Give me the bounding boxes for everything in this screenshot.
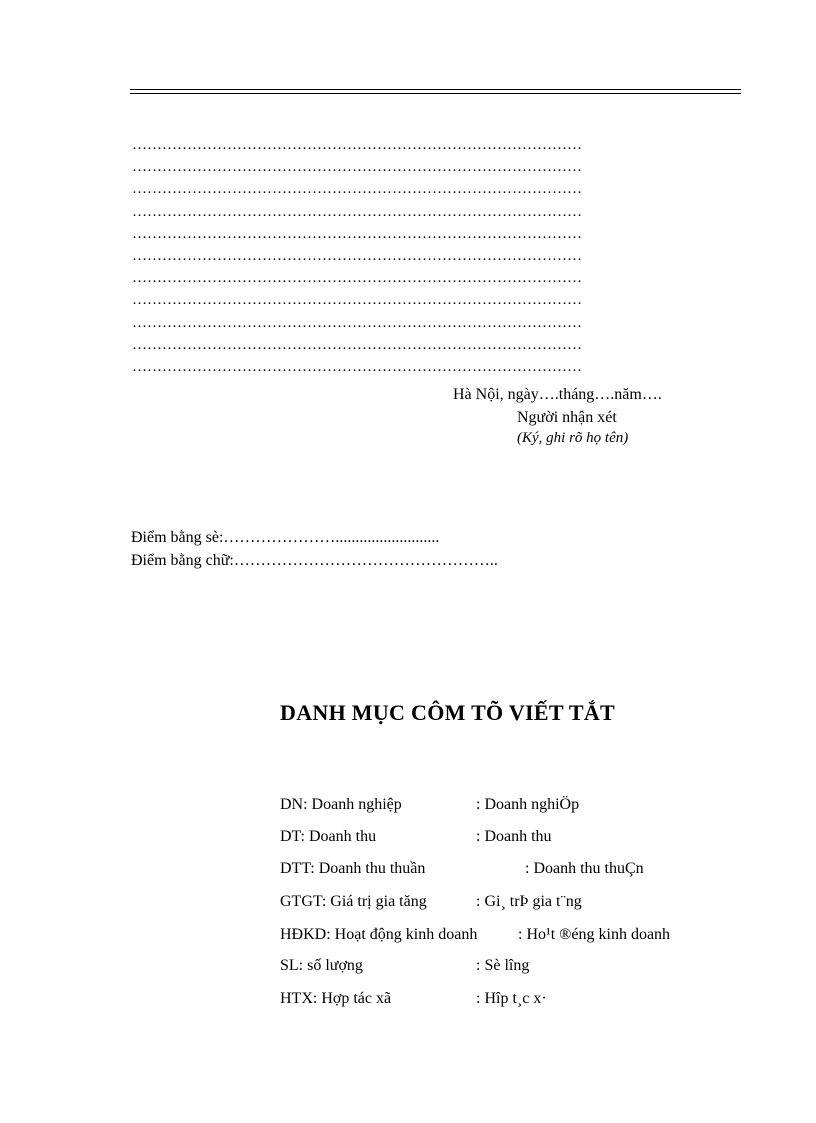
- comment-line: ………………………………………………………………………………: [132, 181, 582, 198]
- abbreviation-meaning: : Doanh thu: [476, 828, 552, 845]
- comment-line: ………………………………………………………………………………: [132, 247, 582, 264]
- signature-role: Người nhận xét: [517, 409, 617, 426]
- signature-date-line: Hà Nội, ngày….tháng….năm….: [453, 386, 662, 403]
- comment-line: ………………………………………………………………………………: [132, 159, 582, 176]
- signature-note: (Ký, ghi rõ họ tên): [517, 430, 629, 446]
- abbreviation-term: DT: Doanh thu: [280, 828, 377, 845]
- comment-line: ………………………………………………………………………………: [132, 270, 582, 287]
- score-words-line: Điểm bằng chữ:…………………………………………..: [131, 552, 498, 569]
- header-double-rule: [130, 89, 741, 94]
- comment-line: ………………………………………………………………………………: [132, 336, 582, 353]
- abbreviation-term: HĐKD: Hoạt động kinh doanh: [280, 926, 478, 943]
- abbreviation-meaning: : Ho¹t ®éng kinh doanh: [518, 926, 671, 943]
- abbreviation-term: DTT: Doanh thu thuần: [280, 860, 426, 877]
- comment-lines: [132, 134, 732, 378]
- abbreviation-meaning: : Gi¸ trÞ gia t¨ng: [476, 893, 582, 910]
- abbreviation-term: SL: số lượng: [280, 957, 363, 974]
- abbreviation-meaning: : Hîp t¸c x·: [476, 990, 547, 1007]
- comment-line: ………………………………………………………………………………: [132, 137, 582, 153]
- comment-line: ………………………………………………………………………………: [132, 314, 582, 331]
- abbreviation-term: GTGT: Giá trị gia tăng: [280, 893, 427, 910]
- abbreviation-meaning: : Sè lîng: [476, 957, 530, 974]
- comment-line: ………………………………………………………………………………: [132, 358, 582, 375]
- comment-line: ………………………………………………………………………………: [132, 225, 582, 242]
- abbreviation-term: HTX: Hợp tác xã: [280, 990, 392, 1007]
- abbreviation-meaning: : Doanh thu thuÇn: [525, 860, 644, 877]
- abbreviations-title: DANH MỤC CÔM TÕ VIẾT TẮT: [280, 700, 616, 725]
- abbreviation-term: DN: Doanh nghiệp: [280, 796, 402, 813]
- score-number-line: Điểm bằng sè:…………………..........................: [131, 529, 440, 546]
- comment-line: ………………………………………………………………………………: [132, 292, 582, 309]
- comment-line: ………………………………………………………………………………: [132, 203, 582, 220]
- abbreviation-meaning: : Doanh nghiÖp: [476, 796, 580, 813]
